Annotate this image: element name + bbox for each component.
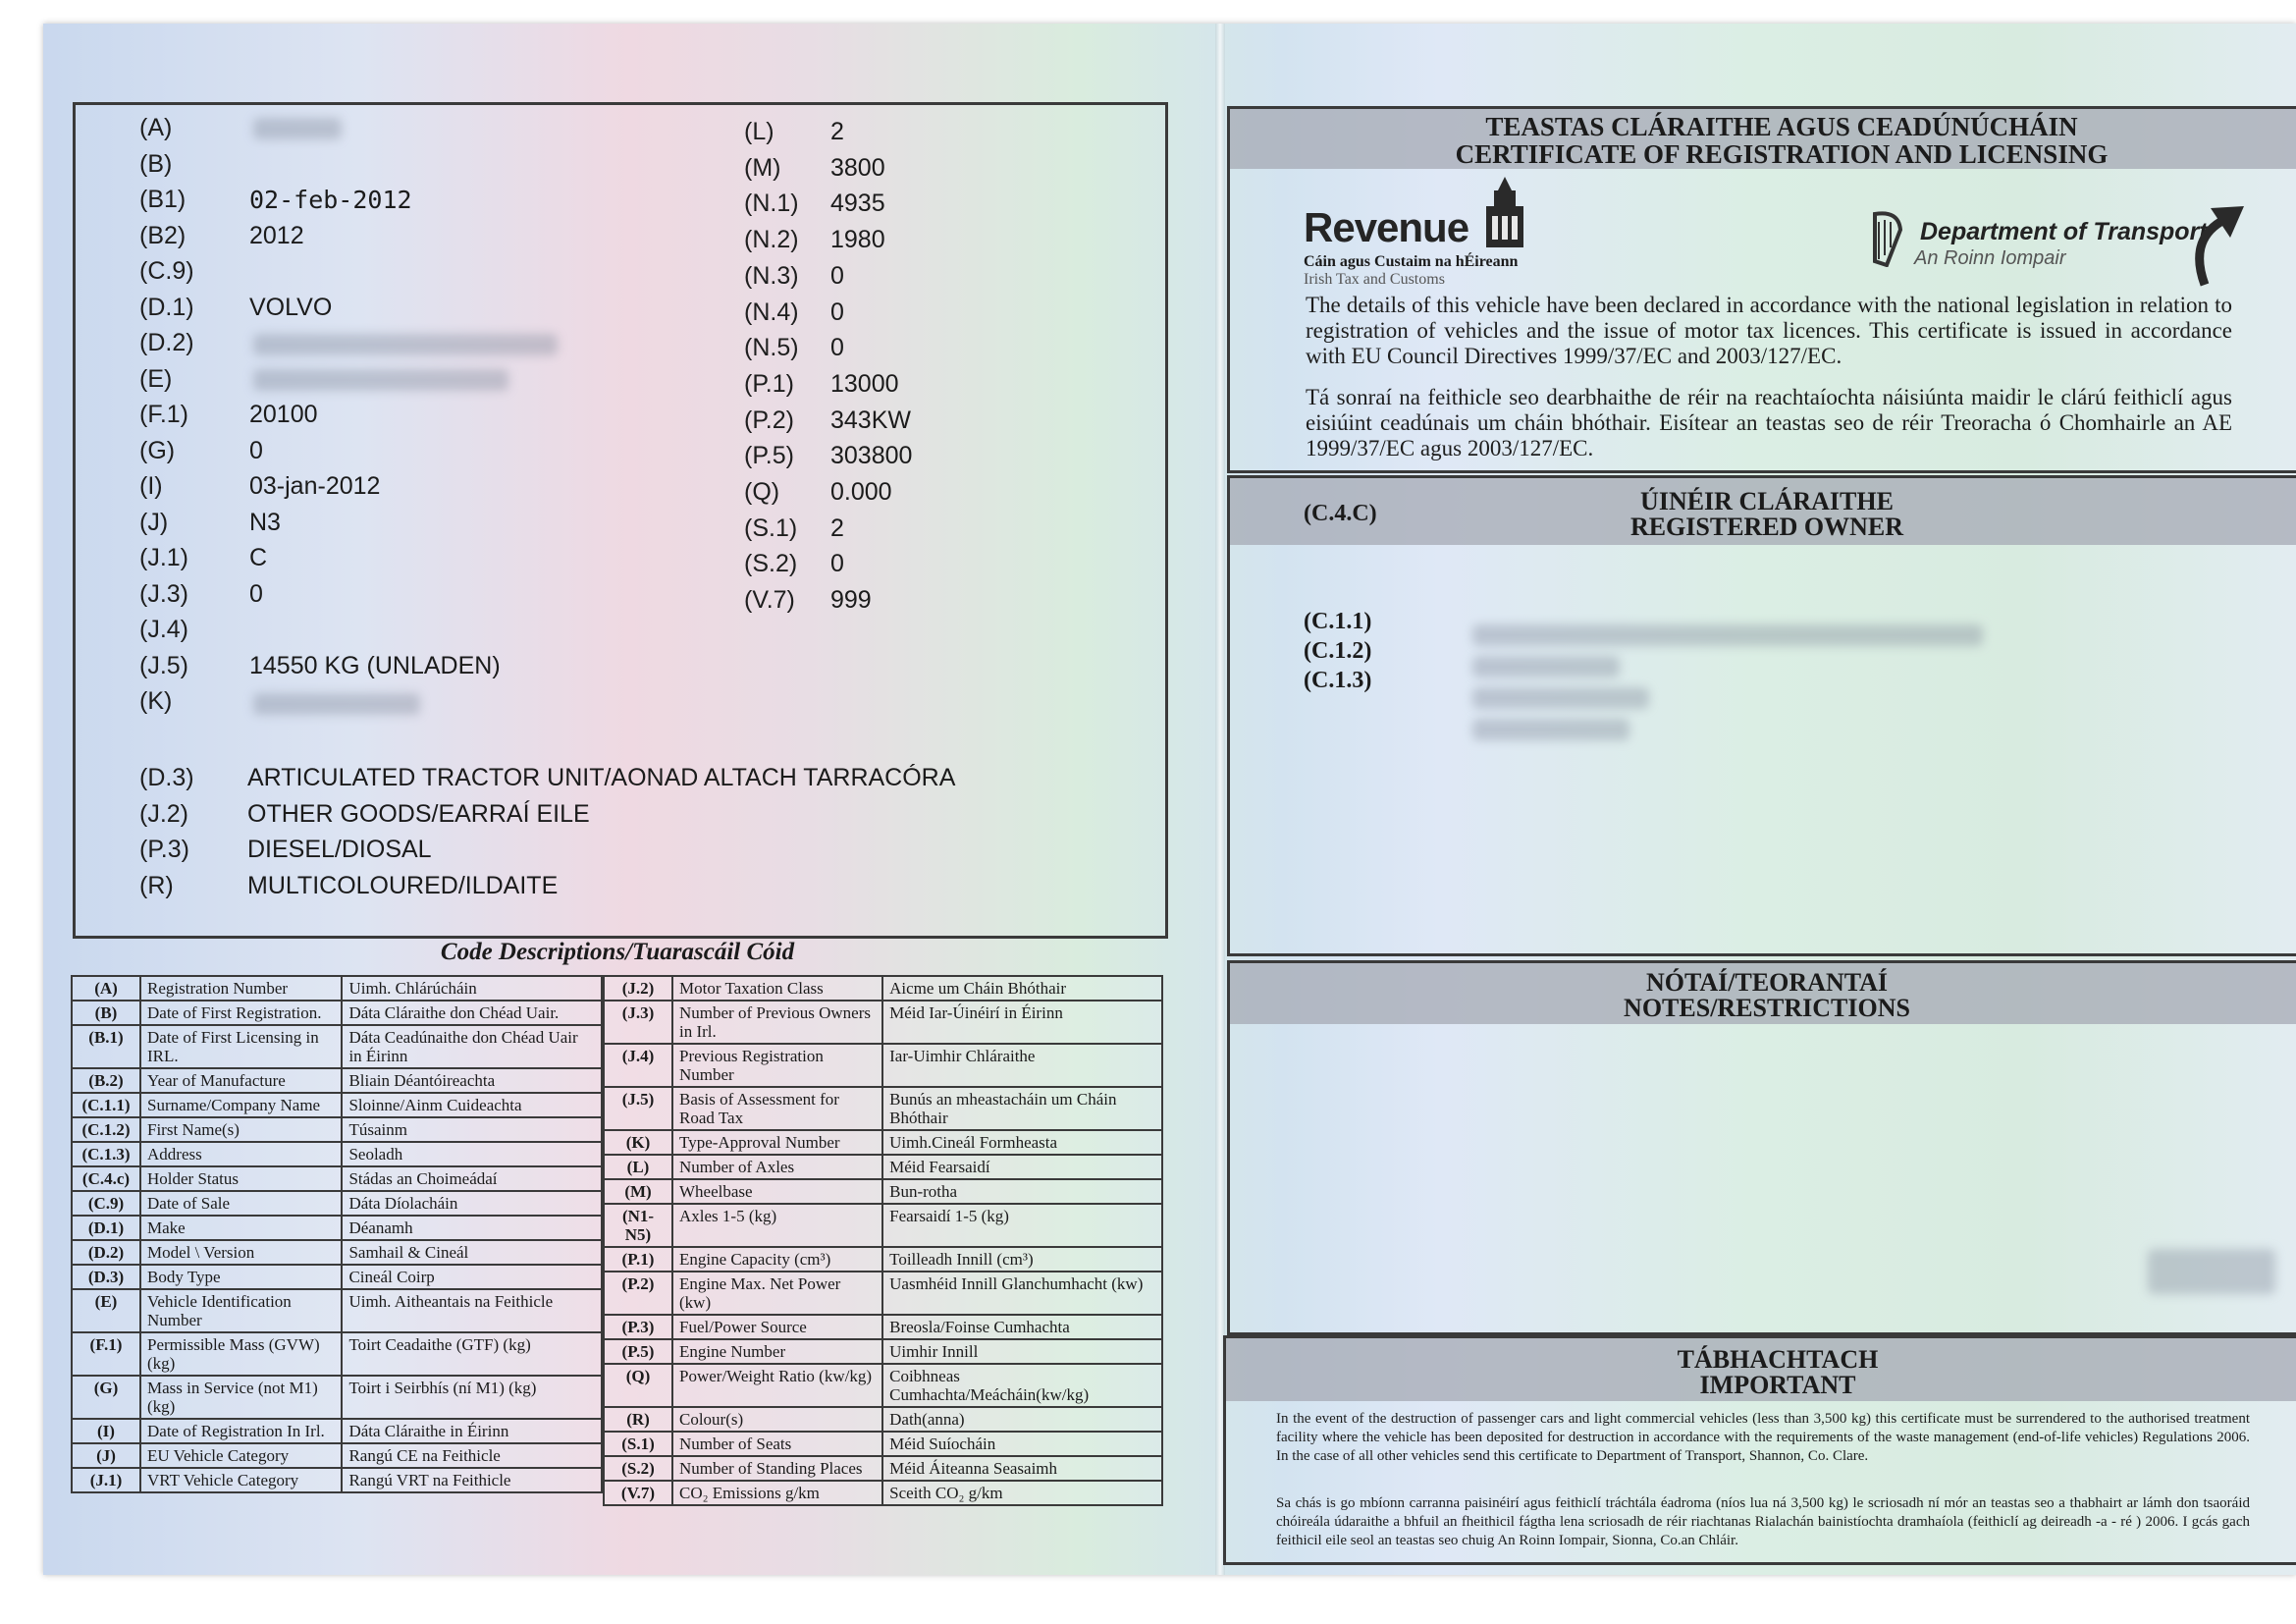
code-en-cell: Permissible Mass (GVW) (kg) (140, 1332, 342, 1376)
table-row (604, 1155, 1162, 1179)
code-en-cell: Engine Capacity (cm³) (672, 1247, 882, 1272)
code-en-cell: Wheelbase (672, 1179, 882, 1204)
code-en-cell: Type-Approval Number (672, 1130, 882, 1155)
field-value: VOLVO (249, 293, 333, 321)
code-code-cell: (F.1) (72, 1332, 140, 1376)
code-ga-cell: Dáta Díolacháin (342, 1191, 602, 1216)
field-code: (J.3) (139, 579, 188, 608)
code-ga-cell: Uimhir Innill (882, 1339, 1162, 1364)
redacted-owner-addr3 (1472, 719, 1629, 740)
code-code-cell: (S.2) (604, 1456, 672, 1481)
field-value: DIESEL/DIOSAL (247, 836, 432, 863)
code-en-cell: Engine Max. Net Power (kw) (672, 1272, 882, 1315)
field-value: 20100 (249, 401, 318, 428)
field-code: (J.4) (139, 616, 188, 643)
field-code: (S.1) (744, 514, 798, 542)
table-row (72, 1240, 602, 1265)
code-code-cell: (R) (604, 1407, 672, 1432)
code-code-cell: (G) (72, 1376, 140, 1419)
important-title-en: IMPORTANT (1699, 1371, 1856, 1399)
field-code: (P.1) (744, 369, 794, 398)
table-row (72, 1216, 602, 1240)
code-descriptions-title: Code Descriptions/Tuarascáil Cóid (440, 939, 795, 965)
redacted-owner-addr1 (1472, 656, 1620, 677)
code-ga-cell: Dáta Cláraithe don Chéad Uair. (342, 1001, 602, 1025)
code-en-cell: Vehicle Identification Number (140, 1289, 342, 1332)
field-value: MULTICOLOURED/ILDAITE (247, 871, 559, 899)
code-en-cell: First Name(s) (140, 1117, 342, 1142)
important-title-ga: TÁBHACHTACH (1677, 1345, 1879, 1374)
field-code: (I) (139, 472, 163, 500)
table-row (604, 1456, 1162, 1481)
table-row (604, 1001, 1162, 1044)
table-row (72, 1166, 602, 1191)
table-row (72, 1289, 602, 1332)
code-ga-cell: Coibhneas Cumhachta/Meácháin(kw/kg) (882, 1364, 1162, 1407)
field-value: N3 (249, 508, 281, 536)
table-row (72, 1468, 602, 1492)
notes-title-ga: NÓTAÍ/TEORANTAÍ (1645, 968, 1889, 997)
table-row (604, 1432, 1162, 1456)
owner-title-en: REGISTERED OWNER (1629, 513, 1904, 541)
redacted-owner-name (1472, 624, 1983, 646)
field-code: (K) (139, 687, 173, 715)
field-code: (Q) (744, 478, 780, 506)
field-value: ARTICULATED TRACTOR UNIT/AONAD ALTACH TARRACÓRA (247, 764, 956, 791)
field-value: 0 (830, 550, 844, 578)
code-code-cell: (P.1) (604, 1247, 672, 1272)
field-value: OTHER GOODS/EARRAÍ EILE (247, 799, 590, 828)
redacted-owner-addr2 (1472, 687, 1649, 709)
code-en-cell: Axles 1-5 (kg) (672, 1204, 882, 1247)
code-ga-cell: Rangú CE na Feithicle (342, 1443, 602, 1468)
table-row (604, 1272, 1162, 1315)
field-code: (R) (139, 871, 174, 899)
registered-owner-box (1227, 475, 2296, 956)
field-value: 03-jan-2012 (249, 472, 381, 500)
table-row (604, 1130, 1162, 1155)
table-row (72, 1419, 602, 1443)
code-en-cell: Power/Weight Ratio (kw/kg) (672, 1364, 882, 1407)
code-en-cell: Number of Seats (672, 1432, 882, 1456)
code-en-cell: Colour(s) (672, 1407, 882, 1432)
table-row (72, 1142, 602, 1166)
code-ga-cell: Seoladh (342, 1142, 602, 1166)
code-code-cell: (J.2) (604, 976, 672, 1001)
code-en-cell: CO₂ Emissions g/km (672, 1481, 882, 1505)
revenue-subtitle-ga: Cáin agus Custaim na hÉireann (1304, 253, 1519, 270)
code-ga-cell: Toirt Ceadaithe (GTF) (kg) (342, 1332, 602, 1376)
table-row (72, 1001, 602, 1025)
redacted-stamp (2148, 1249, 2275, 1294)
intro-text-ga: Tá sonraí na feithicle seo dearbhaithe de réir na reachtaíochta náisiúnta maidir le clárú feithiclí agus eisiúint ceadúnais um cháin bhóthair. Eisítear an teastas seo de réir Treoracha ó Chomhairle an AE 1999/37/EC agus 2003/127/EC. (1306, 385, 2232, 460)
code-code-cell: (J.4) (604, 1044, 672, 1087)
code-en-cell: Holder Status (140, 1166, 342, 1191)
code-code-cell: (J.5) (604, 1087, 672, 1130)
code-ga-cell: Samhail & Cineál (342, 1240, 602, 1265)
code-code-cell: (C.4.c) (72, 1166, 140, 1191)
code-en-cell: Date of First Registration. (140, 1001, 342, 1025)
code-ga-cell: Dath(anna) (882, 1407, 1162, 1432)
field-value: 0 (249, 436, 263, 464)
field-code: (F.1) (139, 401, 188, 428)
revenue-logo: Revenue (1304, 204, 1469, 250)
code-ga-cell: Bun-rotha (882, 1179, 1162, 1204)
code-code-cell: (P.3) (604, 1315, 672, 1339)
code-ga-cell: Méid Iar-Úinéirí in Éirinn (882, 1001, 1162, 1044)
code-ga-cell: Toilleadh Innill (cm³) (882, 1247, 1162, 1272)
table-row (72, 976, 602, 1001)
code-ga-cell: Méid Áiteanna Seasaimh (882, 1456, 1162, 1481)
harp-icon (1869, 210, 1904, 267)
field-value: C (249, 544, 268, 571)
field-code: (J.2) (139, 799, 188, 828)
field-value: 303800 (830, 442, 913, 470)
table-row (72, 1332, 602, 1376)
code-en-cell: EU Vehicle Category (140, 1443, 342, 1468)
code-en-cell: Registration Number (140, 976, 342, 1001)
cert-title-ga: TEASTAS CLÁRAITHE AGUS CEADÚNÚCHÁIN (1485, 112, 2078, 141)
redacted-vin (253, 369, 508, 391)
table-row (72, 1068, 602, 1093)
field-value: 2 (830, 118, 844, 145)
code-en-cell: Year of Manufacture (140, 1068, 342, 1093)
code-en-cell: Basis of Assessment for Road Tax (672, 1087, 882, 1130)
field-code: (E) (139, 364, 173, 393)
field-code: (V.7) (744, 586, 795, 615)
intro-text-en: The details of this vehicle have been declared in accordance with the national legislation in relation to registration of vehicles and the issue of motor tax licences. This certificate is issued in accordance with EU Council Directives 1999/37/EC and 2003/127/EC. (1306, 293, 2232, 368)
code-en-cell: Model \ Version (140, 1240, 342, 1265)
field-code: (G) (139, 436, 176, 464)
field-code: (N.1) (744, 189, 799, 218)
table-row (604, 1407, 1162, 1432)
code-en-cell: Surname/Company Name (140, 1093, 342, 1117)
code-code-cell: (D.1) (72, 1216, 140, 1240)
field-value: 0 (830, 334, 844, 362)
code-ga-cell: Sceith CO₂ g/km (882, 1481, 1162, 1505)
code-code-cell: (J) (72, 1443, 140, 1468)
code-code-cell: (C.1.2) (72, 1117, 140, 1142)
table-row (604, 1247, 1162, 1272)
code-code-cell: (N1-N5) (604, 1204, 672, 1247)
code-code-cell: (D.2) (72, 1240, 140, 1265)
field-value: 02-feb-2012 (249, 186, 412, 214)
code-ga-cell: Toirt i Seirbhís (ní M1) (kg) (342, 1376, 602, 1419)
code-code-cell: (P.2) (604, 1272, 672, 1315)
revenue-building-icon (1482, 177, 1527, 249)
table-row (604, 976, 1162, 1001)
field-code: (P.3) (139, 836, 189, 863)
field-code: (D.3) (139, 764, 194, 791)
code-ga-cell: Rangú VRT na Feithicle (342, 1468, 602, 1492)
transport-arrow-icon (2185, 202, 2248, 287)
code-ga-cell: Dáta Ceadúnaithe don Chéad Uair in Éirinn (342, 1025, 602, 1068)
table-row (72, 1117, 602, 1142)
field-value: 2 (830, 514, 844, 542)
code-ga-cell: Déanamh (342, 1216, 602, 1240)
code-ga-cell: Iar-Uimhir Chláraithe (882, 1044, 1162, 1087)
field-code: (J) (139, 508, 169, 536)
field-code: (L) (744, 118, 774, 145)
code-code-cell: (L) (604, 1155, 672, 1179)
code-ga-cell: Uasmhéid Innill Glanchumhacht (kw) (882, 1272, 1162, 1315)
code-code-cell: (B.1) (72, 1025, 140, 1068)
cert-title-en: CERTIFICATE OF REGISTRATION AND LICENSING (1455, 139, 2109, 169)
table-row (72, 1093, 602, 1117)
code-ga-cell: Uimh.Cineál Formheasta (882, 1130, 1162, 1155)
field-code: (N.5) (744, 334, 799, 362)
field-code: (D.1) (139, 293, 194, 321)
code-en-cell: Number of Previous Owners in Irl. (672, 1001, 882, 1044)
dept-transport-name: Department of Transport (1920, 218, 2208, 245)
field-value: 13000 (830, 369, 899, 398)
field-value: 0 (830, 298, 844, 326)
redacted-registration (253, 118, 342, 139)
dept-transport-name-ga: An Roinn Iompair (1914, 247, 2066, 269)
field-code: (N.3) (744, 261, 799, 290)
code-en-cell: Date of Registration In Irl. (140, 1419, 342, 1443)
code-ga-cell: Bliain Déantóireachta (342, 1068, 602, 1093)
code-code-cell: (A) (72, 976, 140, 1001)
code-code-cell: (C.9) (72, 1191, 140, 1216)
code-code-cell: (I) (72, 1419, 140, 1443)
code-en-cell: Engine Number (672, 1339, 882, 1364)
field-code: (N.4) (744, 298, 799, 326)
table-row (72, 1265, 602, 1289)
codes-table-right (603, 975, 1163, 1506)
code-code-cell: (K) (604, 1130, 672, 1155)
field-value: 4935 (830, 189, 885, 218)
field-code: (B1) (139, 186, 187, 213)
code-ga-cell: Stádas an Choimeádaí (342, 1166, 602, 1191)
code-code-cell: (M) (604, 1179, 672, 1204)
field-code: (J.1) (139, 544, 188, 571)
field-code: (J.5) (139, 651, 188, 679)
field-value: 1980 (830, 226, 885, 254)
field-value: 3800 (830, 153, 885, 182)
code-code-cell: (E) (72, 1289, 140, 1332)
field-value: 343KW (830, 406, 911, 434)
code-code-cell: (D.3) (72, 1265, 140, 1289)
code-code-cell: (Q) (604, 1364, 672, 1407)
table-row (72, 1376, 602, 1419)
redacted-model (253, 334, 558, 355)
code-ga-cell: Aicme um Cháin Bhóthair (882, 976, 1162, 1001)
code-en-cell: Make (140, 1216, 342, 1240)
code-en-cell: Number of Standing Places (672, 1456, 882, 1481)
table-row (604, 1315, 1162, 1339)
field-code: (S.2) (744, 550, 798, 578)
field-code: (C.9) (139, 257, 194, 285)
field-code: (B2) (139, 221, 187, 249)
code-ga-cell: Cineál Coirp (342, 1265, 602, 1289)
code-en-cell: Body Type (140, 1265, 342, 1289)
code-ga-cell: Méid Fearsaidí (882, 1155, 1162, 1179)
field-value: 0.000 (830, 478, 892, 506)
table-row (604, 1204, 1162, 1247)
field-value: 14550 KG (UNLADEN) (249, 651, 501, 679)
owner-line-2: (C.1.2) (1304, 638, 1372, 664)
important-text-ga: Sa chás is go mbíonn carranna paisinéirí agus feithiclí tráchtála éadroma (níos lua ná 3,500 kg) le scriosadh ní mór an teastas seo a thabhairt ar lámh don tsaoráid chóireála údaraithe a bhfuil an fheithicil fágtha lena scriosadh de réir riachtanas Rialachán bainistíochta dramhaíola (feithiclí ag deireadh -a - ré ) 2006. I gcás gach feithicil eile seol an teastas seo chuig An Roinn Iompair, Sionna, Co.an Chláir. (1276, 1495, 2250, 1548)
field-code: (P.5) (744, 442, 794, 470)
code-code-cell: (B.2) (72, 1068, 140, 1093)
code-ga-cell: Méid Suíocháin (882, 1432, 1162, 1456)
code-en-cell: Mass in Service (not M1) (kg) (140, 1376, 342, 1419)
code-code-cell: (B) (72, 1001, 140, 1025)
code-en-cell: VRT Vehicle Category (140, 1468, 342, 1492)
owner-line-1: (C.1.1) (1304, 609, 1372, 634)
field-code: (P.2) (744, 406, 794, 434)
vehicle-details-box (73, 102, 1168, 939)
code-ga-cell: Dáta Cláraithe in Éirinn (342, 1419, 602, 1443)
table-row (604, 1364, 1162, 1407)
code-en-cell: Number of Axles (672, 1155, 882, 1179)
owner-title-ga: ÚINÉIR CLÁRAITHE (1640, 487, 1894, 515)
revenue-subtitle-en: Irish Tax and Customs (1304, 271, 1445, 288)
code-en-cell: Motor Taxation Class (672, 976, 882, 1001)
code-ga-cell: Uimh. Aitheantais na Feithicle (342, 1289, 602, 1332)
field-value: 0 (249, 579, 263, 608)
field-code: (D.2) (139, 329, 194, 356)
code-code-cell: (S.1) (604, 1432, 672, 1456)
code-en-cell: Date of First Licensing in IRL. (140, 1025, 342, 1068)
code-en-cell: Fuel/Power Source (672, 1315, 882, 1339)
table-row (604, 1087, 1162, 1130)
codes-table-left (71, 975, 603, 1493)
table-row (604, 1481, 1162, 1505)
table-row (604, 1339, 1162, 1364)
code-code-cell: (V.7) (604, 1481, 672, 1505)
table-row (604, 1044, 1162, 1087)
field-code: (N.2) (744, 226, 799, 254)
redacted-type-approval (253, 693, 420, 715)
owner-code: (C.4.C) (1304, 501, 1377, 526)
code-code-cell: (P.5) (604, 1339, 672, 1364)
field-value: 999 (830, 586, 872, 615)
table-row (72, 1191, 602, 1216)
code-en-cell: Previous Registration Number (672, 1044, 882, 1087)
code-ga-cell: Fearsaidí 1-5 (kg) (882, 1204, 1162, 1247)
code-code-cell: (C.1.3) (72, 1142, 140, 1166)
code-ga-cell: Túsainm (342, 1117, 602, 1142)
table-row (72, 1443, 602, 1468)
code-en-cell: Address (140, 1142, 342, 1166)
code-en-cell: Date of Sale (140, 1191, 342, 1216)
code-ga-cell: Breosla/Foinse Cumhachta (882, 1315, 1162, 1339)
code-code-cell: (J.1) (72, 1468, 140, 1492)
code-ga-cell: Bunús an mheastacháin um Cháin Bhóthair (882, 1087, 1162, 1130)
code-code-cell: (J.3) (604, 1001, 672, 1044)
field-value: 2012 (249, 221, 304, 249)
field-code: (M) (744, 153, 781, 182)
code-ga-cell: Uimh. Chlárúcháin (342, 976, 602, 1001)
code-ga-cell: Sloinne/Ainm Cuideachta (342, 1093, 602, 1117)
code-code-cell: (C.1.1) (72, 1093, 140, 1117)
field-code: (A) (139, 114, 173, 141)
owner-line-3: (C.1.3) (1304, 668, 1372, 693)
table-row (72, 1025, 602, 1068)
field-value: 0 (830, 261, 844, 290)
table-row (604, 1179, 1162, 1204)
field-code: (B) (139, 149, 173, 178)
important-text-en: In the event of the destruction of passenger cars and light commercial vehicles (less than 3,500 kg) this certificate must be surrendered to the authorised treatment facility where the vehicle has been deposited for destruction in accordance with the requirements of the waste management (end-of-life vehicles) Regulations 2006. In the case of all other vehicles send this certificate to Department of Transport, Shannon, Co. Clare. (1276, 1411, 2250, 1464)
notes-title-en: NOTES/RESTRICTIONS (1624, 994, 1910, 1022)
